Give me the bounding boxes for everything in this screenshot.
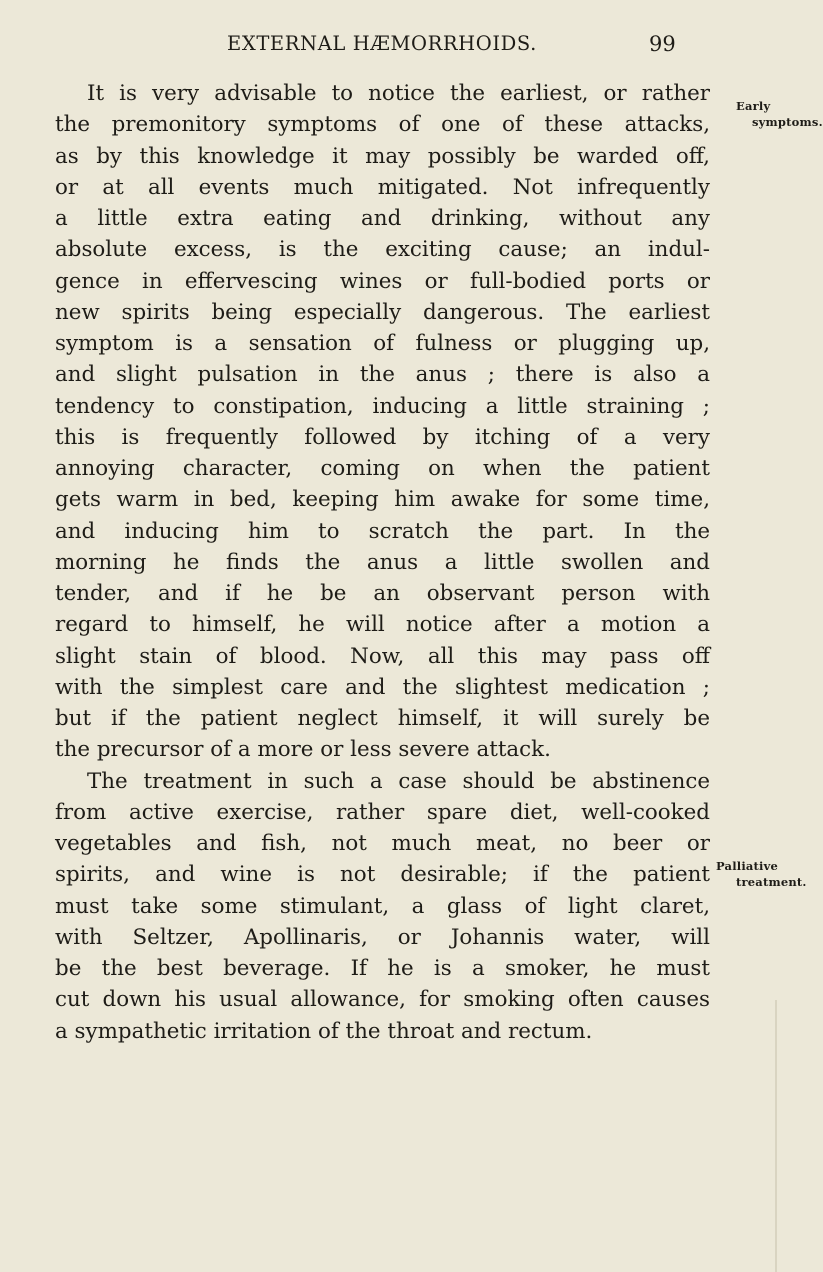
text-line: absolute excess, is the exciting cause; an indul-: [55, 237, 710, 263]
text-line: new spirits being especially dangerous. The earliest: [55, 299, 710, 325]
text-line: this is frequently followed by itching of a very: [55, 424, 710, 450]
text-line: be the best beverage. If he is a smoker, he must: [55, 956, 710, 981]
text-line: slight stain of blood. Now, all this may pass off: [55, 643, 710, 669]
text-line: must take some stimulant, a glass of light claret,: [55, 893, 710, 919]
text-line: regard to himself, he will notice after a motion a: [55, 612, 710, 638]
page-number: 99: [649, 32, 676, 56]
margin-note-early: Early: [736, 99, 771, 113]
text-line: vegetables and fish, not much meat, no beer or: [55, 831, 710, 856]
margin-note-palliative: Palliative: [716, 859, 779, 873]
text-line: a little extra eating and drinking, without any: [55, 206, 710, 231]
text-line: spirits, and wine is not desirable; if the patient: [55, 862, 710, 888]
text-line: a sympathetic irritation of the throat and rectum.: [55, 1018, 593, 1044]
text-line: or at all events much mitigated. Not infrequently: [55, 174, 710, 200]
text-line: with Seltzer, Apollinaris, or Johannis water, will: [55, 924, 710, 950]
margin-note-symptoms: symptoms.: [752, 115, 823, 129]
text-line: but if the patient neglect himself, it will surely be: [55, 706, 710, 731]
margin-note-treatment: treatment.: [736, 875, 807, 889]
text-line: morning he finds the anus a little swollen and: [55, 549, 710, 575]
text-line: and inducing him to scratch the part. In the: [55, 518, 710, 544]
text-line: annoying character, coming on when the patient: [55, 456, 710, 481]
text-line: gence in effervescing wines or full-bodied ports or: [55, 268, 710, 294]
text-line: and slight pulsation in the anus ; there is also a: [55, 362, 710, 388]
text-line: the premonitory symptoms of one of these attacks,: [55, 112, 710, 138]
text-line: symptom is a sensation of fulness or plugging up,: [55, 331, 710, 356]
text-line: gets warm in bed, keeping him awake for some time,: [55, 487, 710, 513]
text-line: the precursor of a more or less severe attack.: [55, 737, 551, 763]
running-header: [227, 29, 677, 59]
text-line: as by this knowledge it may possibly be warded off,: [55, 143, 710, 169]
text-line: cut down his usual allowance, for smoking often causes: [55, 987, 710, 1013]
text-line: tendency to constipation, inducing a little straining ;: [55, 393, 710, 419]
running-title: EXTERNAL HÆMORRHOIDS.: [227, 32, 537, 55]
page-edge-shadow: [775, 1000, 777, 1272]
text-line: The treatment in such a case should be abstinence: [87, 768, 710, 794]
body-text: [55, 78, 710, 1047]
text-line: tender, and if he be an observant person with: [55, 581, 710, 606]
text-line: with the simplest care and the slightest medication ;: [55, 674, 710, 700]
text-line: from active exercise, rather spare diet, well-cooked: [55, 799, 710, 825]
text-line: It is very advisable to notice the earliest, or rather: [87, 81, 710, 106]
